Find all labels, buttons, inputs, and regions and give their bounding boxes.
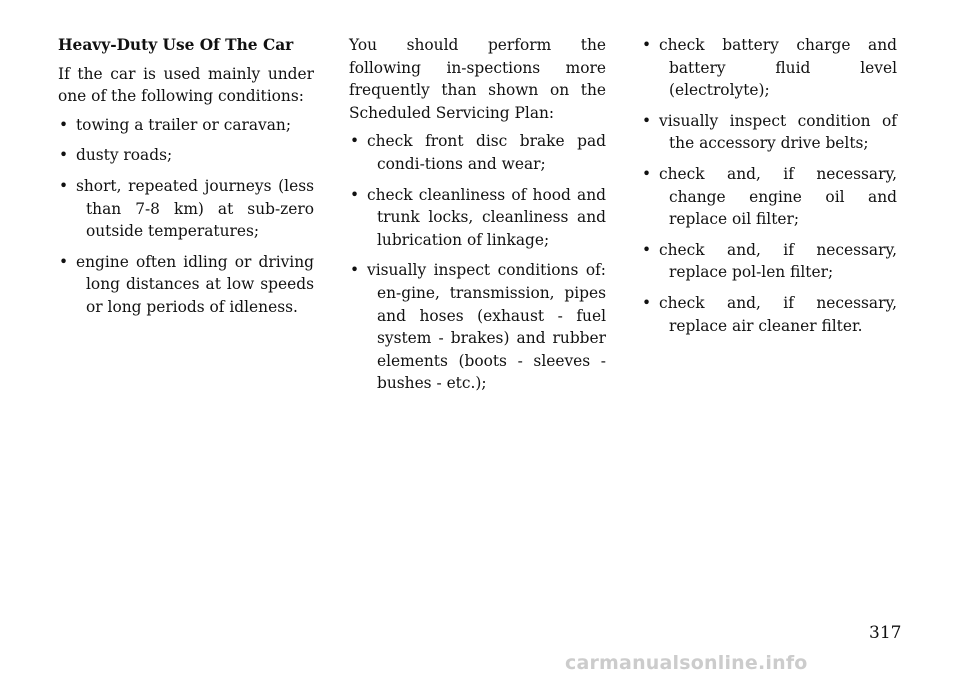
list-item: • short, repeated journeys (less than 7-8 km) at sub-zero outside temperatures;: [59, 176, 314, 241]
bullet-icon: •: [59, 176, 69, 195]
bullet-icon: •: [642, 111, 652, 130]
bullet-icon: •: [59, 252, 69, 271]
bullet-icon: •: [59, 146, 69, 165]
list-item: • check cleanliness of hood and trunk locks, cleanliness and lubrication of linkage;: [350, 185, 606, 249]
list-item: • check and, if necessary, change engine oil and replace oil filter;: [642, 164, 897, 229]
condition-list: [58, 114, 314, 319]
bullet-icon: •: [350, 132, 360, 151]
column-1: [58, 34, 314, 327]
list-item: • engine often idling or driving long distances at low speeds or long periods of idleness.: [59, 252, 314, 316]
column-2: [349, 34, 606, 403]
inspection-list-part-2: [641, 34, 897, 337]
bullet-icon: •: [642, 36, 652, 54]
inspection-list-part-1: [349, 130, 606, 395]
section-heading: Heavy-Duty Use Of The Car: [58, 36, 294, 54]
list-item: • dusty roads;: [58, 144, 314, 167]
list-item: • check and, if necessary, replace pol-len filter;: [642, 240, 897, 282]
page-number: 317: [869, 623, 902, 643]
bullet-icon: •: [642, 164, 652, 183]
bullet-icon: •: [642, 240, 652, 259]
bullet-icon: •: [350, 261, 360, 280]
bullet-icon: •: [350, 185, 360, 204]
column-3: [641, 34, 897, 345]
list-item: • visually inspect condition of the accessory drive belts;: [642, 111, 897, 153]
list-item: • towing a trailer or caravan;: [58, 114, 314, 137]
list-item: • check battery charge and battery fluid level (electrolyte);: [642, 36, 897, 100]
list-item: • visually inspect conditions of: en-gine, transmission, pipes and hoses (exhaust - fuel system - brakes) and rubber elements (boots - sleeves - bushes - etc.);: [350, 261, 606, 393]
intro-paragraph: If the car is used mainly under one of the following conditions:: [58, 64, 314, 106]
inspection-intro-paragraph: You should perform the following in-spections more frequently than shown on the Scheduled Servicing Plan:: [349, 36, 606, 122]
list-item: • check front disc brake pad condi-tions and wear;: [350, 132, 606, 173]
watermark: carmanualsonline.info: [565, 652, 808, 674]
list-item: • check and, if necessary, replace air cleaner filter.: [642, 293, 897, 335]
bullet-icon: •: [59, 115, 69, 134]
bullet-icon: •: [642, 293, 652, 312]
